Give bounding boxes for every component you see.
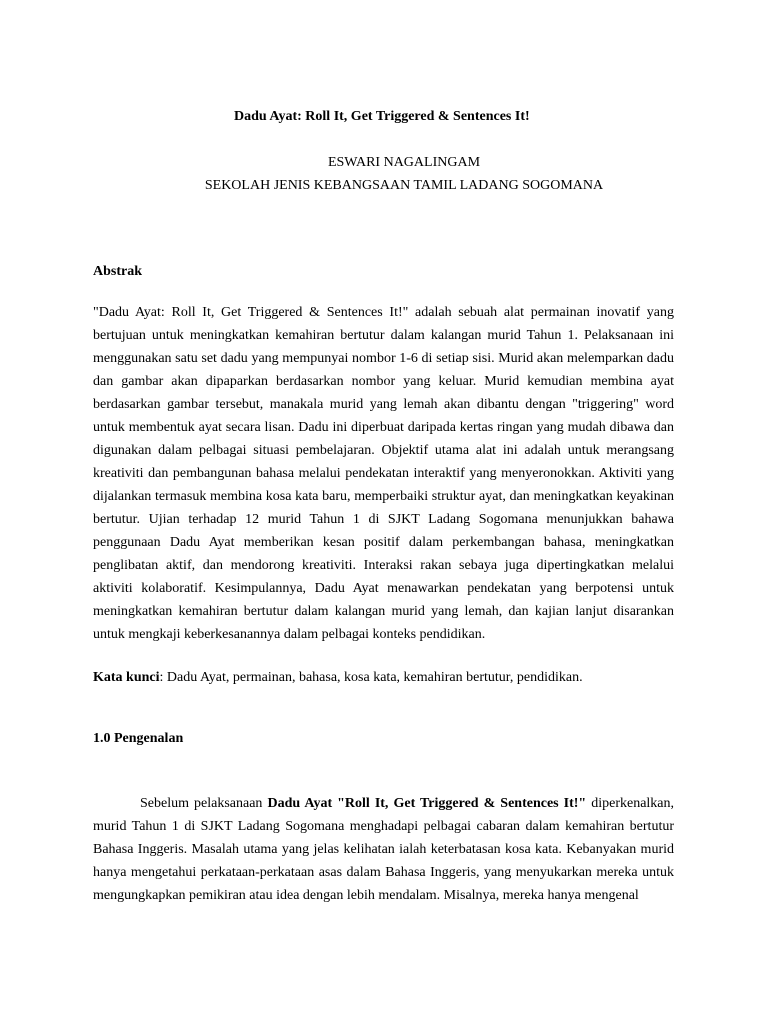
keywords-text: : Dadu Ayat, permainan, bahasa, kosa kata, kemahiran bertutur, pendidikan. xyxy=(159,670,583,685)
introduction-lead: Sebelum pelaksanaan xyxy=(140,796,268,811)
introduction-rest: diperkenalkan, murid Tahun 1 di SJKT Ladang Sogomana menghadapi pelbagai cabaran dalam kemahiran bertutur Bahasa Inggeris. Masalah utama yang jelas kelihatan ialah keterbatasan kosa kata. Kebanyakan murid hanya mengetahui perkataan-perkataan asas dalam Bahasa Inggeris, yang menyukarkan mereka untuk mengungkapkan pemikiran atau idea dengan lebih mendalam. Misalnya, mereka hanya mengenal xyxy=(93,796,675,903)
abstract-body: "Dadu Ayat: Roll It, Get Triggered & Sentences It!" adalah sebuah alat permainan inovatif yang bertujuan untuk meningkatkan kemahiran bertutur dalam kalangan murid Tahun 1. Pelaksanaan ini menggunakan satu set dadu yang mempunyai nombor 1-6 di setiap sisi. Murid akan melemparkan dadu dan gambar akan dipaparkan berdasarkan nombor yang keluar. Murid kemudian membina ayat berdasarkan gambar tersebut, manakala murid yang lemah akan dibantu dengan "triggering" word untuk membentuk ayat secara lisan. Dadu ini diperbuat daripada kertas ringan yang mudah dibawa dan digunakan dalam pelbagai situasi pembelajaran. Objektif utama alat ini adalah untuk merangsang kreativiti dan pembangunan bahasa melalui pendekatan interaktif yang menyeronokkan. Aktiviti yang dijalankan termasuk membina kosa kata baru, memperbaiki struktur ayat, dan meningkatkan keyakinan bertutur. Ujian terhadap 12 murid Tahun 1 di SJKT Ladang Sogomana menunjukkan bahawa penggunaan Dadu Ayat memberikan kesan positif dalam perkembangan bahasa, meningkatkan penglibatan aktif, dan mendorong kreativiti. Interaksi rakan sebaya juga dipertingkatkan melalui aktiviti kolaboratif. Kesimpulannya, Dadu Ayat menawarkan pendekatan yang berpotensi untuk meningkatkan kemahiran bertutur dalam kalangan murid yang lemah, dan kajian lanjut disarankan untuk mengkaji keberkesanannya dalam pelbagai konteks pendidikan. xyxy=(93,305,674,642)
author-name: ESWARI NAGALINGAM xyxy=(327,155,481,170)
abstract-heading: Abstrak xyxy=(93,264,143,279)
keywords-label: Kata kunci xyxy=(93,670,160,685)
introduction-bold-title: Dadu Ayat "Roll It, Get Triggered & Sentences It!" xyxy=(267,796,587,811)
school-name: SEKOLAH JENIS KEBANGSAAN TAMIL LADANG SOGOMANA xyxy=(204,178,604,193)
keywords-line xyxy=(93,666,674,689)
document-title: Dadu Ayat: Roll It, Get Triggered & Sentences It! xyxy=(234,109,530,124)
introduction-heading: 1.0 Pengenalan xyxy=(93,731,184,746)
introduction-body xyxy=(93,792,674,907)
